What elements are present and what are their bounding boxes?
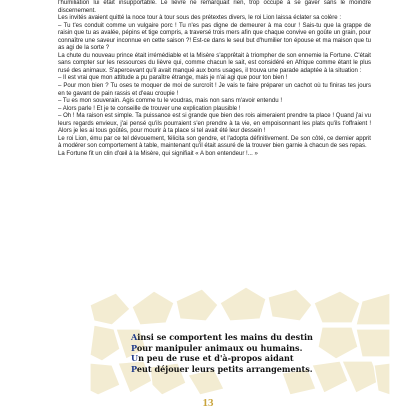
paragraph-4: La chute du nouveau prince était irrémédiable et la Misère s'apprêtait à triompher de son ennemie la Fortune. C'était sans compter sur les ressources du lièvre qui, comme chacun le sait, est considéré en Afrique comme étant le plus rusé des animaux. S'apercevant qu'il avait manqué aux bons usages, il trouva une parade adaptée à la situation : <box>58 52 371 74</box>
paragraph-10: Le roi Lion, ému par ce tel dévouement, félicita son gendre, et l'adopta définitivement. De son côté, ce dernier apprit à modérer son comportement à table, maintenant qu'il était assuré de la trouver bien garnie à chacun de ses repas. <box>58 135 371 150</box>
paragraph-5: – Il est vrai que mon attitude a pu paraître étrange, mais je n'ai agi que pour ton bien ! <box>58 75 288 82</box>
paragraph-6: – Pour mon bien ? Tu oses te moquer de moi de surcroît ! Je vais te faire préparer un cachot où tu finiras tes jours en te gavant de pain rassis et d'eau croupie ! <box>58 83 371 97</box>
moral-initial-4: P <box>131 363 137 374</box>
paragraph-9: – Oh ! Ma raison est simple. Ta puissance est si grande que bien des rois aimeraient prendre ta place ! Quand j'ai vu leurs regards envieux, j'ai pensé qu'ils pourraient s'en prendre à ta vie, en empoisonnant les plats qu'ils t'offraient ! Alors je les ai tous goûtés, pour mourir à ta place si tel avait été leur dessein ! <box>58 113 371 135</box>
paragraph-7: – Tu es mon souverain. Agis comme tu le voudras, mais non sans m'avoir entendu ! <box>58 98 282 105</box>
moral-line-4 <box>131 364 331 375</box>
story-text <box>58 0 371 158</box>
moral-line-3-text: n peu de ruse et d'à-propos aidant <box>138 353 294 364</box>
moral-verse <box>131 332 331 374</box>
moral-initial-3: U <box>131 353 139 364</box>
moral-line-2 <box>131 343 331 354</box>
moral-line-2-text: our manipuler animaux ou humains. <box>136 342 303 353</box>
moral-line-4-text: eut déjouer leurs petits arrangements. <box>136 363 313 374</box>
moral-line-1 <box>131 332 331 343</box>
page-number: 13 <box>202 397 214 409</box>
moral-initial-2: P <box>131 342 137 353</box>
paragraph-11: La Fortune fit un clin d'œil à la Misère, qui signifiait « A bon entendeur !... » <box>58 150 258 157</box>
moral-line-1-text: insi se comportent les mains du destin <box>137 332 313 342</box>
moral-line-3 <box>131 353 331 364</box>
paragraph-1: l'humiliation lui était insupportable. Le lièvre ne remarquait rien, trop occupé à se gaver sans le moindre discernement. <box>58 0 371 14</box>
paragraph-8: – Alors parle ! Et je te conseille de trouver une explication plausible ! <box>58 105 241 112</box>
moral-initial-1: A <box>131 332 138 342</box>
paragraph-3: – Tu t'es conduit comme un vulgaire porc ! Tu n'es pas digne de demeurer à ma cour ! Sais-tu que la grappe de raisin que tu as avalée, pépins et tige compris, a traversé trois mers afin que chaque convive en goûte un grain, pour connaître une saveur inconnue en cette saison ?! Est-ce dans le seul but d'humilier ton épouse et ma maison que tu as agi de la sorte ? <box>58 22 371 52</box>
paragraph-2: Les invités avaient quitté la noce tour à tour sous des prétextes divers, le roi Lion laissa éclater sa colère : <box>58 15 342 22</box>
